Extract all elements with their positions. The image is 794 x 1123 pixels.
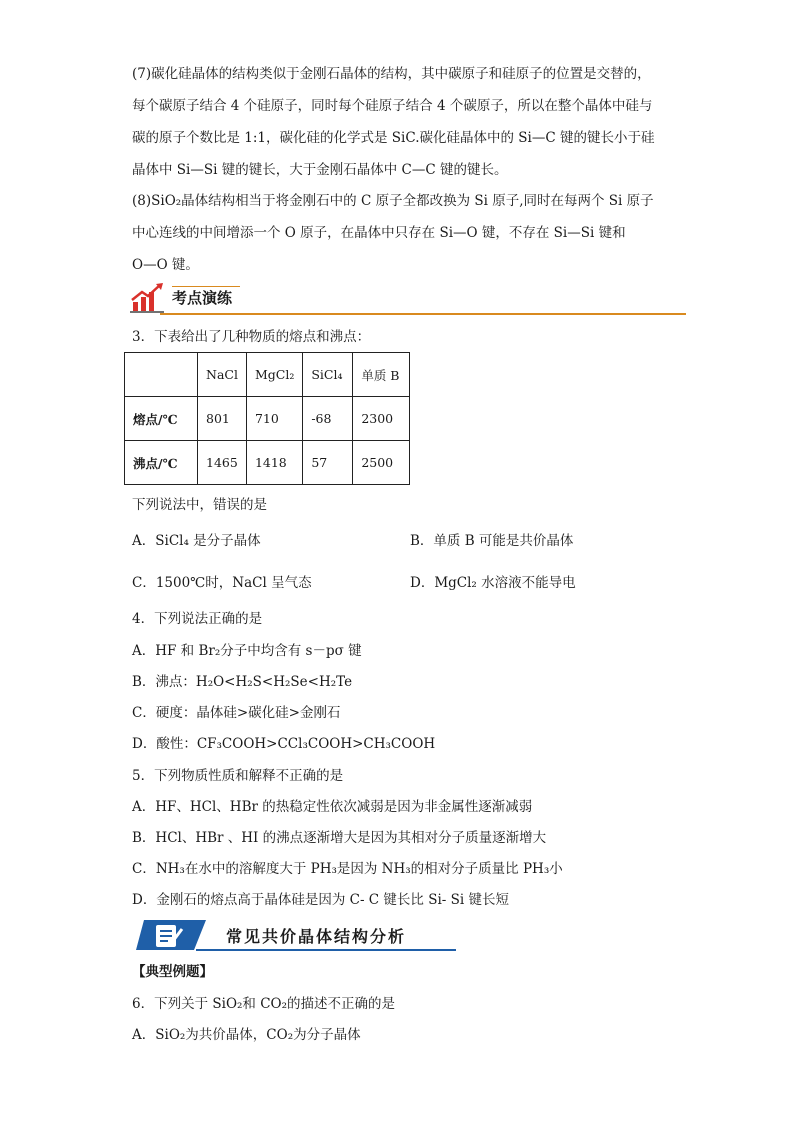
row-label: 沸点/℃	[125, 441, 198, 485]
question-3-prompt: 下列说法中，错误的是	[132, 497, 267, 513]
paragraph-8-line-3: O—O 键。	[132, 257, 199, 273]
paragraph-8-line-2: 中心连线的中间增添一个 O 原子，在晶体中只存在 Si—O 键，不存在 Si—Si 键和	[132, 225, 626, 241]
option-b: B．沸点：H₂O<H₂S<H₂Se<H₂Te	[132, 674, 353, 690]
table-header-cell: 单质 B	[353, 353, 410, 397]
notepad-icon	[152, 921, 186, 951]
section-title: 常见共价晶体结构分析	[226, 927, 407, 946]
option-a: A．HF、HCl、HBr 的热稳定性依次减弱是因为非金属性逐渐减弱	[132, 799, 533, 815]
question-5-stem: 5．下列物质性质和解释不正确的是	[132, 768, 344, 784]
option-d: D．酸性：CF₃COOH>CCl₃COOH>CH₃COOH	[132, 736, 436, 752]
table-row	[125, 441, 410, 485]
table-header-cell: MgCl₂	[246, 353, 302, 397]
chart-icon	[130, 282, 166, 314]
table-header-cell: NaCl	[198, 353, 247, 397]
table-cell: 2300	[353, 397, 410, 441]
table-cell: 57	[303, 441, 353, 485]
paragraph-8-line-1: (8)SiO₂晶体结构相当于将金刚石中的 C 原子全都改换为 Si 原子,同时在每两个 Si 原子	[132, 193, 654, 209]
table-cell: 801	[198, 397, 247, 441]
option-d: D．MgCl₂ 水溶液不能导电	[410, 575, 576, 591]
option-a: A．SiO₂为共价晶体，CO₂为分子晶体	[132, 1027, 361, 1043]
option-c: C．硬度：晶体硅>碳化硅>金刚石	[132, 705, 341, 721]
paragraph-7-line-2: 每个碳原子结合 4 个硅原子，同时每个硅原子结合 4 个碳原子，所以在整个晶体中硅与	[132, 98, 653, 114]
table-cell: 1465	[198, 441, 247, 485]
option-a: A．SiCl₄ 是分子晶体	[132, 533, 261, 549]
table-cell: 2500	[353, 441, 410, 485]
table-cell: -68	[303, 397, 353, 441]
row-label: 熔点/℃	[125, 397, 198, 441]
option-c: C．NH₃在水中的溶解度大于 PH₃是因为 NH₃的相对分子质量比 PH₃小	[132, 861, 563, 877]
table-header-cell: SiCl₄	[303, 353, 353, 397]
question-6-stem: 6．下列关于 SiO₂和 CO₂的描述不正确的是	[132, 996, 396, 1012]
option-b: B．HCl、HBr 、HI 的沸点逐渐增大是因为其相对分子质量逐渐增大	[132, 830, 547, 846]
option-b: B．单质 B 可能是共价晶体	[410, 533, 574, 549]
option-a: A．HF 和 Br₂分子中均含有 s－pσ 键	[132, 643, 362, 659]
section-title: 考点演练	[172, 289, 233, 307]
question-3-stem: 3．下表给出了几种物质的熔点和沸点：	[132, 329, 371, 345]
section-header-covalent-crystal	[136, 916, 460, 954]
option-c: C．1500℃时，NaCl 呈气态	[132, 575, 312, 591]
option-d: D．金刚石的熔点高于晶体硅是因为 C- C 键长比 Si- Si 键长短	[132, 892, 509, 908]
paragraph-7-line-4: 晶体中 Si—Si 键的键长，大于金刚石晶体中 C—C 键的键长。	[132, 162, 508, 178]
table-row	[125, 397, 410, 441]
table-cell	[125, 353, 198, 397]
table-cell: 1418	[246, 441, 302, 485]
melting-boiling-table	[124, 352, 410, 485]
example-label: 【典型例题】	[132, 964, 213, 980]
table-header-row	[125, 353, 410, 397]
paragraph-7-line-3: 碳的原子个数比是 1:1，碳化硅的化学式是 SiC.碳化硅晶体中的 Si—C 键的键长小于硅	[132, 130, 655, 146]
section-header-practice	[130, 282, 686, 316]
table-cell: 710	[246, 397, 302, 441]
paragraph-7-line-1: (7)碳化硅晶体的结构类似于金刚石晶体的结构，其中碳原子和硅原子的位置是交替的，	[132, 66, 651, 82]
question-4-stem: 4．下列说法正确的是	[132, 611, 263, 627]
